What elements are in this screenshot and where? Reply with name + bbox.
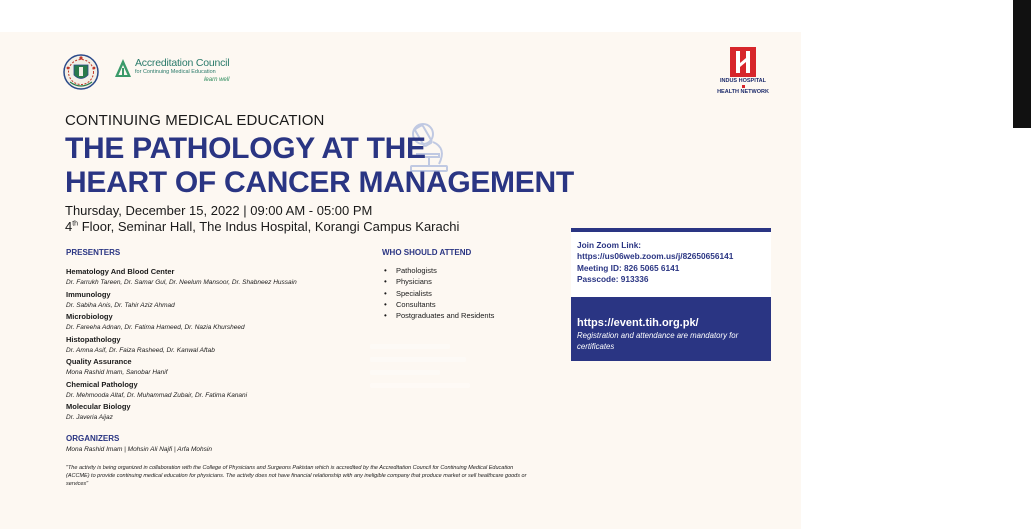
registration-note: Registration and attendance are mandatory for certificates	[577, 331, 739, 351]
cme-flyer	[0, 32, 801, 529]
indus-name-line2: HEALTH NETWORK	[717, 88, 769, 95]
presenter-names: Dr. Mehmooda Altaf, Dr. Muhammad Zubair, Dr. Fatima Kanani	[66, 391, 248, 399]
zoom-info-panel	[571, 228, 771, 297]
event-category: CONTINUING MEDICAL EDUCATION	[65, 112, 325, 129]
organizers-heading: ORGANIZERS	[66, 434, 120, 443]
attend-item: • Consultants	[384, 299, 494, 310]
triangle-logo-icon	[114, 58, 132, 78]
presenters-list	[66, 266, 366, 424]
presenter-dept: Quality Assurance	[66, 357, 132, 366]
zoom-link[interactable]: https://us06web.zoom.us/j/82650656141	[577, 251, 734, 262]
registration-panel	[571, 297, 771, 361]
zoom-meeting-id: Meeting ID: 826 5065 6141	[577, 262, 680, 273]
event-title-line1: THE PATHOLOGY AT THE	[65, 132, 426, 165]
venue-floor-number: 4	[65, 219, 73, 234]
indus-name-line1: INDUS HOSPITAL	[719, 78, 767, 84]
event-title-line2: HEART OF CANCER MANAGEMENT	[65, 166, 574, 199]
venue-text: Floor, Seminar Hall, The Indus Hospital, Korangi Campus Karachi	[78, 219, 460, 234]
accreditation-council-logo	[114, 58, 229, 83]
attend-list	[384, 265, 494, 321]
indus-h-mark-icon	[728, 46, 758, 78]
attend-heading: WHO SHOULD ATTEND	[382, 248, 472, 257]
accreditation-subtitle: for Continuing Medical Education	[135, 69, 216, 75]
zoom-passcode: Passcode: 913336	[577, 273, 649, 284]
presenter-dept: Microbiology	[66, 312, 113, 321]
attend-item: • Pathologists	[384, 265, 494, 276]
presenter-names: Mona Rashid Imam, Sanobar Hanif	[66, 369, 168, 376]
indus-hospital-logo	[710, 46, 776, 95]
accreditation-tagline: learn well	[204, 77, 230, 83]
registration-link[interactable]: https://event.tih.org.pk/	[577, 317, 699, 329]
presenter-dept: Immunology	[66, 289, 111, 299]
presenter-names: Dr. Javeria Aijaz	[66, 414, 113, 421]
attend-item: • Postgraduates and Residents	[384, 310, 494, 321]
event-venue	[65, 219, 459, 234]
accreditation-title: Accreditation Council	[135, 57, 230, 69]
edge-bar	[1013, 0, 1031, 128]
faded-background-text	[370, 344, 470, 400]
event-title	[65, 132, 574, 200]
presenter-names: Dr. Sabiha Anis, Dr. Tahir Aziz Ahmad	[66, 301, 175, 309]
presenter-names: Dr. Fareeha Adnan, Dr. Fatima Hameed, Dr. Nazia Khursheed	[66, 324, 245, 331]
presenter-names: Dr. Amna Asif, Dr. Faiza Rasheed, Dr. Kanwal Aftab	[66, 346, 215, 354]
presenter-dept: Hematology And Blood Center	[66, 267, 175, 276]
presenters-heading: PRESENTERS	[66, 248, 121, 257]
event-datetime: Thursday, December 15, 2022 | 09:00 AM - 05:00 PM	[65, 203, 373, 218]
presenter-dept: Molecular Biology	[66, 402, 131, 411]
zoom-label: Join Zoom Link:	[577, 240, 642, 250]
presenter-names: Dr. Farrukh Tareen, Dr. Samar Gul, Dr. Neelum Mansoor, Dr. Shabneez Hussain	[66, 279, 297, 286]
attend-item: • Physicians	[384, 276, 494, 287]
presenter-dept: Histopathology	[66, 334, 121, 344]
university-seal-icon	[62, 52, 100, 92]
presenter-dept: Chemical Pathology	[66, 379, 138, 389]
attend-item: • Specialists	[384, 288, 494, 299]
organizers-names: Mona Rashid Imam | Mohsin Ali Najfi | Arfa Mohsin	[66, 446, 212, 453]
accreditation-disclaimer: "The activity is being organized in collaboration with the College of Physicians and Surgeons Pakistan which is accredited by the Accreditation Council for Continuing Medical Education (ACCME) to provide continuing medical education for physicians. The activity does not have financial relationship with any ineligible company that produce market or sell healthcare goods or services"	[66, 465, 527, 487]
venue-floor-suffix: th	[72, 220, 79, 228]
